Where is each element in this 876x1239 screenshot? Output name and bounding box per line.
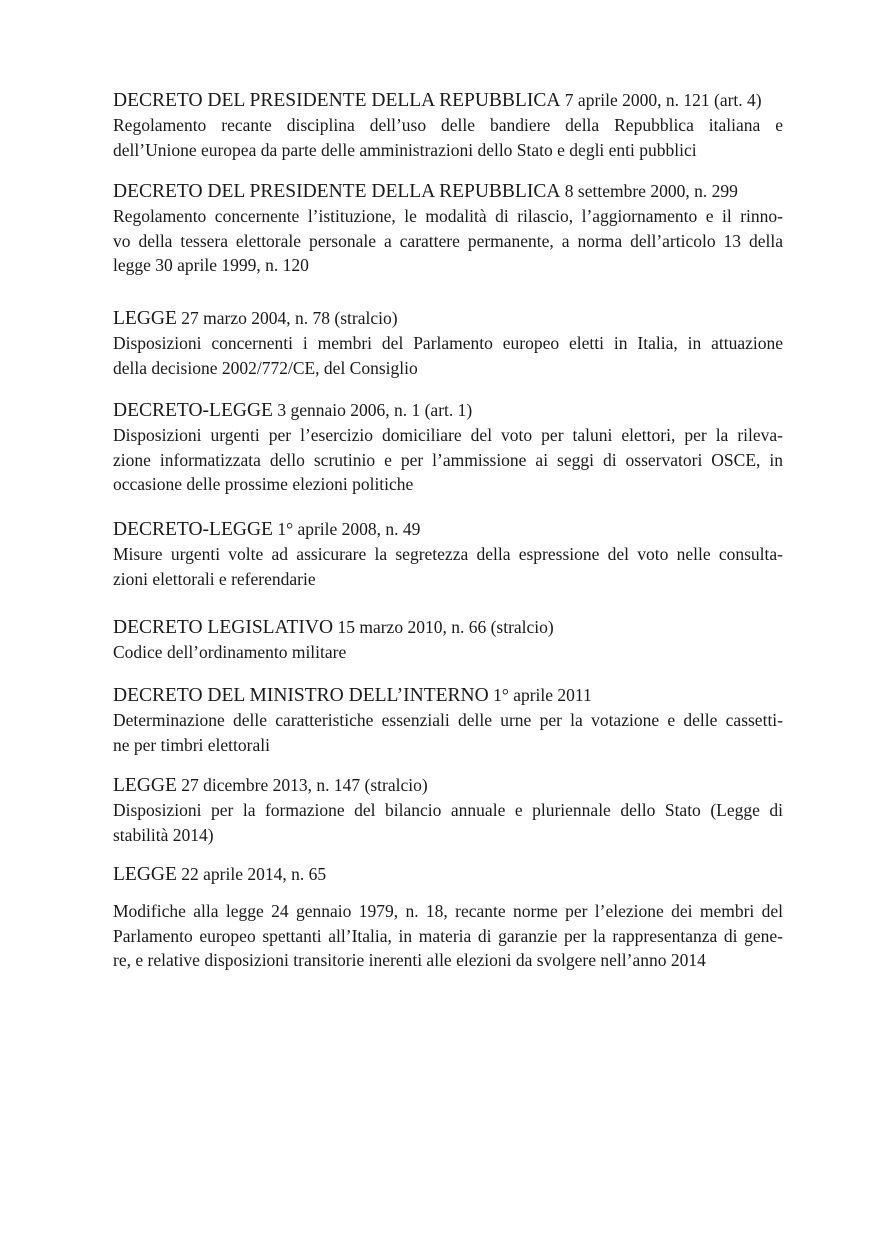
legislation-entry <box>113 398 783 497</box>
entry-description-line: vo della tessera elettorale personale a carattere permanente, a norma dell’articolo 13 della <box>113 230 783 251</box>
entry-description-line: Disposizioni concernenti i membri del Parlamento europeo eletti in Italia, in attuazione <box>113 333 783 353</box>
entry-title-date: 27 marzo 2004, n. 78 (stralcio) <box>176 308 398 328</box>
entry-description-line: della decisione 2002/772/CE, del Consiglio <box>113 357 418 378</box>
entry-description-line: occasione delle prossime elezioni politiche <box>113 474 414 494</box>
entry-title-type: LEGGE <box>113 775 177 796</box>
entry-title-type: DECRETO DEL PRESIDENTE DELLA REPUBBLICA <box>113 181 561 202</box>
entry-title <box>113 398 783 423</box>
entry-description-line: ne per timbri elettorali <box>113 734 270 755</box>
entry-title-type: LEGGE <box>113 308 177 329</box>
entry-title <box>113 179 783 204</box>
entry-title <box>113 88 783 113</box>
entry-title-type: DECRETO-LEGGE <box>113 400 273 421</box>
entry-title <box>113 517 783 542</box>
legislation-entry <box>113 683 783 757</box>
entry-title-type: DECRETO DEL MINISTRO DELL’INTERNO <box>113 685 489 706</box>
entry-description-line: re, e relative disposizioni transitorie inerenti alle elezioni da svolgere nell’anno 2014 <box>113 950 706 970</box>
entry-title <box>113 683 783 708</box>
entry-description-line: dell’Unione europea da parte delle amministrazioni dello Stato e degli enti pubblici <box>113 139 697 160</box>
entry-description-line: Codice dell’ordinamento militare <box>113 642 347 662</box>
entry-description-line: legge 30 aprile 1999, n. 120 <box>113 255 309 275</box>
entry-description-line: Parlamento europeo spettanti all’Italia, in materia di garanzie per la rappresentanza di gene- <box>113 925 783 946</box>
entry-title <box>113 615 783 640</box>
entry-title-date: 27 dicembre 2013, n. 147 (stralcio) <box>176 775 428 795</box>
entry-description-line: zioni elettorali e referendarie <box>113 568 316 589</box>
entry-title-date: 22 aprile 2014, n. 65 <box>176 864 327 884</box>
entry-description-line: Modifiche alla legge 24 gennaio 1979, n. 18, recante norme per l’elezione dei membri del <box>113 901 783 921</box>
entry-title <box>113 306 783 331</box>
legislation-entry <box>113 773 783 847</box>
legislation-entry <box>113 179 783 278</box>
entry-description-line: Determinazione delle caratteristiche essenziali delle urne per la votazione e delle cassetti- <box>113 710 783 730</box>
entry-title-date: 3 gennaio 2006, n. 1 (art. 1) <box>272 400 473 420</box>
legislation-entry <box>113 517 783 591</box>
entry-title <box>113 862 783 887</box>
legislation-entry <box>113 615 783 665</box>
entry-description-line: stabilità 2014) <box>113 824 214 845</box>
entry-title-date: 15 marzo 2010, n. 66 (stralcio) <box>333 617 554 637</box>
entry-title-date: 1° aprile 2008, n. 49 <box>272 519 421 539</box>
entry-description-line: Regolamento recante disciplina dell’uso delle bandiere della Repubblica italiana e <box>113 115 783 135</box>
entry-description-line: Misure urgenti volte ad assicurare la segretezza della espressione del voto nelle consulta- <box>113 544 783 564</box>
entry-title-type: DECRETO-LEGGE <box>113 519 273 540</box>
entry-description-line: Regolamento concernente l’istituzione, le modalità di rilascio, l’aggiornamento e il rinno- <box>113 206 783 226</box>
entry-title <box>113 773 783 798</box>
entry-description-line: Disposizioni per la formazione del bilancio annuale e pluriennale dello Stato (Legge di <box>113 800 783 820</box>
entry-description-line: Disposizioni urgenti per l’esercizio domiciliare del voto per taluni elettori, per la rileva- <box>113 425 783 445</box>
legislation-entry <box>113 862 783 973</box>
entry-title-date: 8 settembre 2000, n. 299 <box>560 181 738 201</box>
entry-title-type: DECRETO LEGISLATIVO <box>113 617 334 638</box>
legislation-entry <box>113 306 783 380</box>
entry-title-date: 7 aprile 2000, n. 121 (art. 4) <box>560 90 762 110</box>
entry-title-date: 1° aprile 2011 <box>488 685 592 705</box>
entry-title-type: LEGGE <box>113 864 177 885</box>
entry-description-line: zione informatizzata dello scrutinio e per l’ammissione ai seggi di osservatori OSCE, in <box>113 449 783 470</box>
legislation-entry <box>113 88 783 162</box>
entry-title-type: DECRETO DEL PRESIDENTE DELLA REPUBBLICA <box>113 90 561 111</box>
